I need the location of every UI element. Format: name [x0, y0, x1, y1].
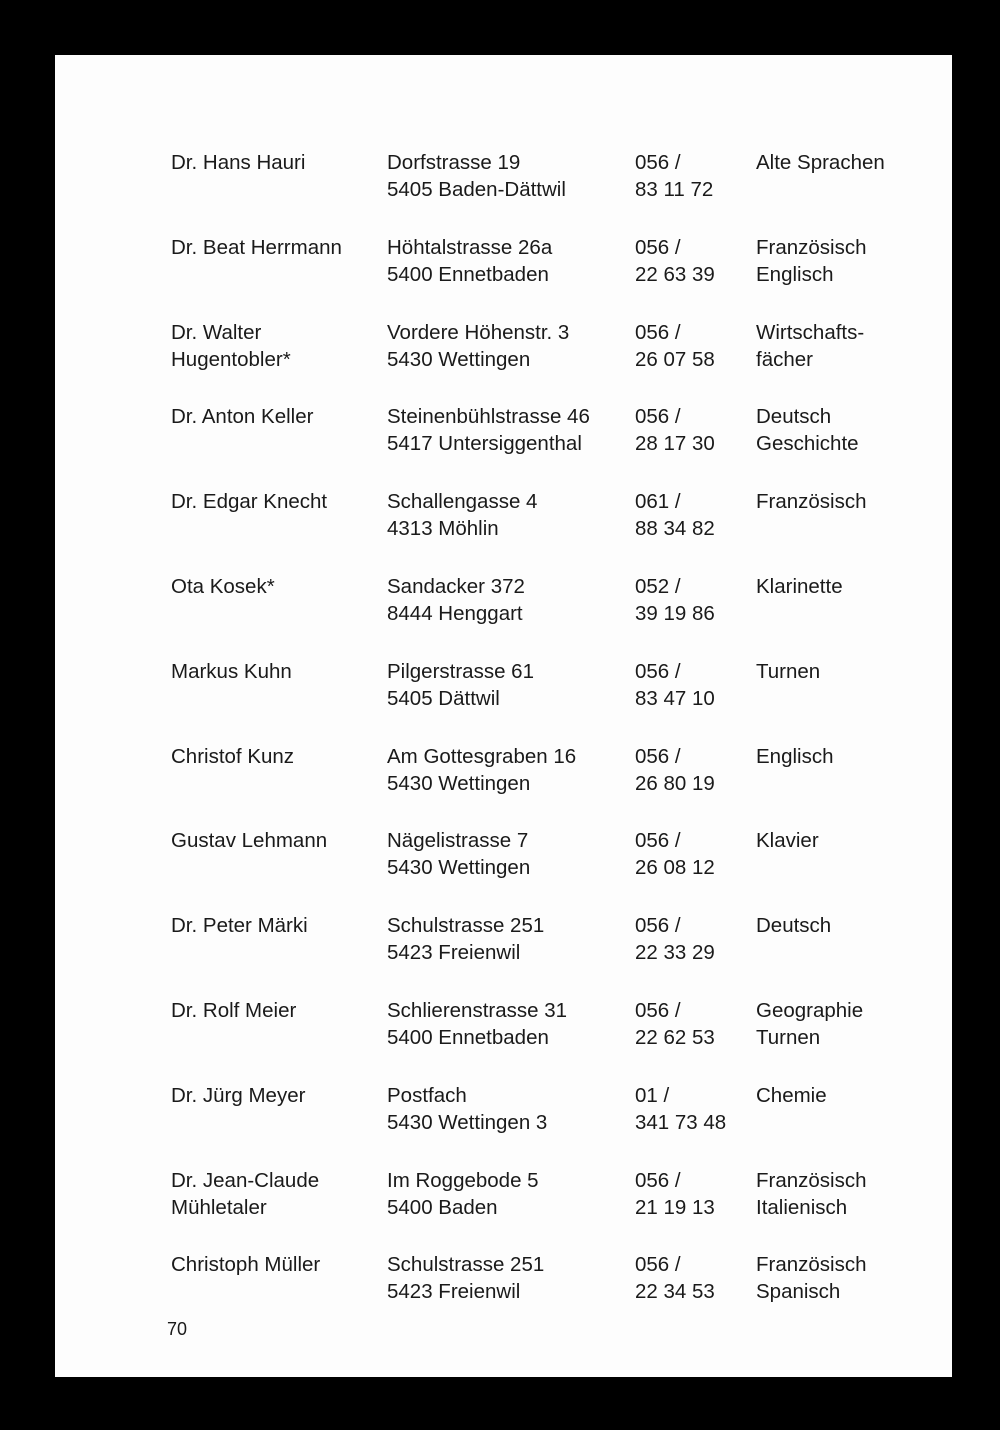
entry-subject-line: Französisch — [756, 1168, 867, 1192]
entry-address — [387, 1251, 627, 1305]
entry-address-line: 5423 Freienwil — [387, 941, 521, 965]
entry-address-line: Vordere Höhenstr. 3 — [387, 320, 570, 344]
entry-phone — [635, 403, 745, 457]
entry-name — [171, 573, 381, 600]
directory-entry — [55, 234, 952, 304]
entry-address — [387, 234, 627, 288]
entry-address-line: Schulstrasse 251 — [387, 914, 545, 938]
entry-address — [387, 658, 627, 712]
directory-entry — [55, 1251, 952, 1321]
entry-name — [171, 149, 381, 176]
entry-phone — [635, 743, 745, 797]
entry-address-line: 5405 Baden-Dättwil — [387, 178, 566, 201]
entry-name — [171, 912, 381, 939]
entry-name-line: Dr. Rolf Meier — [171, 999, 297, 1022]
entry-phone-line: 056 / — [635, 405, 681, 429]
entry-address-line: Höhtalstrasse 26a — [387, 235, 553, 259]
entry-name — [171, 234, 381, 261]
entry-subject — [756, 997, 946, 1051]
entry-subject-line: fächer — [756, 347, 813, 371]
directory-entry — [55, 1082, 952, 1152]
entry-phone-line: 83 11 72 — [635, 178, 714, 201]
entry-phone-line: 28 17 30 — [635, 432, 715, 456]
entry-name-line: Mühletaler — [171, 1195, 267, 1219]
entry-subject-line: Turnen — [756, 1026, 821, 1049]
entry-name-line: Dr. Jean-Claude — [171, 1168, 320, 1192]
entry-phone-line: 22 62 53 — [635, 1026, 715, 1049]
entry-address — [387, 1082, 627, 1136]
entry-subject-line: Klavier — [756, 829, 819, 853]
entry-address — [387, 573, 627, 627]
entry-phone — [635, 658, 745, 712]
entry-address-line: 5423 Freienwil — [387, 1280, 521, 1304]
entry-address-line: Schallengasse 4 — [387, 490, 538, 514]
directory-entry — [55, 658, 952, 728]
entry-phone — [635, 573, 745, 627]
entry-subject — [756, 234, 946, 288]
entry-address-line: Im Roggebode 5 — [387, 1168, 539, 1192]
directory-entry — [55, 573, 952, 643]
entry-name — [171, 1251, 381, 1278]
entry-phone-line: 056 / — [635, 1253, 681, 1277]
entry-address-line: Am Gottesgraben 16 — [387, 744, 577, 768]
entry-subject — [756, 573, 946, 600]
entry-address-line: Pilgerstrasse 61 — [387, 659, 534, 683]
entry-subject — [756, 1167, 946, 1221]
entry-address — [387, 403, 627, 457]
entry-address — [387, 743, 627, 797]
directory-entry — [55, 912, 952, 982]
directory-entry — [55, 997, 952, 1067]
directory-entry — [55, 488, 952, 558]
entry-name-line: Ota Kosek* — [171, 575, 275, 598]
directory-entry — [55, 827, 952, 897]
entry-phone-line: 21 19 13 — [635, 1195, 715, 1219]
entry-name-line: Dr. Edgar Knecht — [171, 490, 328, 514]
entry-phone — [635, 488, 745, 542]
directory-entry — [55, 1167, 952, 1237]
entry-subject-line: Klarinette — [756, 575, 843, 598]
entry-subject — [756, 488, 946, 515]
entry-name-line: Dr. Peter Märki — [171, 914, 308, 938]
entry-address-line: 8444 Henggart — [387, 602, 523, 625]
entry-subject-line: Französisch — [756, 1253, 867, 1277]
entry-address — [387, 149, 627, 203]
entry-name-line: Dr. Jürg Meyer — [171, 1083, 306, 1107]
entry-address — [387, 488, 627, 542]
entry-phone-line: 056 / — [635, 914, 681, 938]
entry-subject-line: Englisch — [756, 262, 834, 286]
entry-name-line: Christoph Müller — [171, 1253, 321, 1277]
entry-phone — [635, 319, 745, 373]
entry-subject — [756, 743, 946, 770]
entry-name-line: Markus Kuhn — [171, 659, 292, 683]
entry-phone-line: 83 47 10 — [635, 686, 715, 710]
entry-subject-line: Englisch — [756, 744, 834, 768]
entry-phone — [635, 1167, 745, 1221]
entry-name-line: Dr. Anton Keller — [171, 405, 314, 429]
entry-phone-line: 22 33 29 — [635, 941, 715, 965]
entry-phone-line: 061 / — [635, 490, 681, 514]
entry-address-line: 5400 Ennetbaden — [387, 262, 549, 286]
entry-phone-line: 39 19 86 — [635, 602, 715, 625]
entry-phone-line: 26 80 19 — [635, 771, 715, 795]
entry-phone — [635, 234, 745, 288]
entry-subject-line: Wirtschafts- — [756, 320, 865, 344]
entry-phone-line: 341 73 48 — [635, 1110, 727, 1134]
entry-address-line: 5430 Wettingen — [387, 347, 531, 371]
entry-address-line: Schulstrasse 251 — [387, 1253, 545, 1277]
entry-name — [171, 403, 381, 430]
directory-entry — [55, 319, 952, 389]
entry-address-line: 5430 Wettingen 3 — [387, 1110, 548, 1134]
entry-subject-line: Geschichte — [756, 432, 859, 456]
directory-entry — [55, 743, 952, 813]
entry-address-line: Sandacker 372 — [387, 575, 525, 598]
entry-phone-line: 056 / — [635, 659, 681, 683]
entry-address — [387, 319, 627, 373]
entry-address-line: Nägelistrasse 7 — [387, 829, 529, 853]
entry-address-line: 4313 Möhlin — [387, 517, 499, 541]
entry-subject-line: Deutsch — [756, 405, 832, 429]
entry-name — [171, 488, 381, 515]
entry-phone-line: 26 08 12 — [635, 856, 715, 880]
entry-address-line: Steinenbühlstrasse 46 — [387, 405, 590, 429]
entry-subject-line: Französisch — [756, 490, 867, 514]
entry-phone — [635, 912, 745, 966]
entry-phone-line: 056 / — [635, 829, 681, 853]
directory-entry — [55, 403, 952, 473]
entry-subject — [756, 319, 946, 373]
entry-address — [387, 1167, 627, 1221]
entry-subject — [756, 658, 946, 685]
directory-page — [55, 55, 952, 1377]
entry-address-line: 5400 Baden — [387, 1195, 498, 1219]
entry-address-line: 5417 Untersiggenthal — [387, 432, 582, 456]
entry-subject — [756, 403, 946, 457]
entry-address-line: 5400 Ennetbaden — [387, 1026, 549, 1049]
entry-address — [387, 997, 627, 1051]
entry-name — [171, 1082, 381, 1109]
entry-address — [387, 827, 627, 881]
entry-phone-line: 056 / — [635, 999, 681, 1022]
entry-subject-line: Geographie — [756, 999, 864, 1022]
entry-subject-line: Deutsch — [756, 914, 832, 938]
entry-subject — [756, 827, 946, 854]
entry-phone — [635, 1082, 745, 1136]
entry-phone — [635, 827, 745, 881]
entry-name-line: Dr. Beat Herrmann — [171, 235, 342, 259]
directory-entry — [55, 149, 952, 219]
entry-phone-line: 056 / — [635, 235, 681, 259]
entry-phone — [635, 149, 745, 203]
entry-name — [171, 1167, 381, 1221]
entry-subject — [756, 1251, 946, 1305]
entry-subject-line: Turnen — [756, 659, 821, 683]
entry-subject — [756, 149, 946, 176]
entry-name-line: Christof Kunz — [171, 744, 295, 768]
entry-subject-line: Französisch — [756, 235, 867, 259]
entry-address-line: Postfach — [387, 1083, 467, 1107]
entry-name — [171, 319, 381, 373]
entry-phone-line: 26 07 58 — [635, 347, 715, 371]
entry-phone-line: 052 / — [635, 575, 681, 598]
entry-address-line: Schlierenstrasse 31 — [387, 999, 568, 1022]
entry-phone-line: 88 34 82 — [635, 517, 715, 541]
entry-name-line: Dr. Hans Hauri — [171, 151, 306, 174]
entry-subject-line: Italienisch — [756, 1195, 848, 1219]
entry-phone-line: 056 / — [635, 1168, 681, 1192]
entry-name — [171, 743, 381, 770]
entry-name — [171, 658, 381, 685]
entry-address-line: 5430 Wettingen — [387, 856, 531, 880]
entry-subject — [756, 1082, 946, 1109]
entry-address-line: 5430 Wettingen — [387, 771, 531, 795]
entry-phone — [635, 997, 745, 1051]
entry-subject — [756, 912, 946, 939]
entry-phone-line: 01 / — [635, 1083, 670, 1107]
entry-name — [171, 997, 381, 1024]
entry-address-line: 5405 Dättwil — [387, 686, 500, 710]
entry-phone-line: 056 / — [635, 744, 681, 768]
entry-subject-line: Alte Sprachen — [756, 151, 885, 174]
entry-subject-line: Spanisch — [756, 1280, 841, 1304]
entry-subject-line: Chemie — [756, 1083, 827, 1107]
entry-phone-line: 22 63 39 — [635, 262, 715, 286]
entry-name — [171, 827, 381, 854]
entry-address — [387, 912, 627, 966]
entry-phone — [635, 1251, 745, 1305]
entry-phone-line: 22 34 53 — [635, 1280, 715, 1304]
entry-phone-line: 056 / — [635, 151, 681, 174]
page-number: 70 — [167, 1319, 188, 1339]
entry-name-line: Dr. Walter — [171, 320, 262, 344]
entry-address-line: Dorfstrasse 19 — [387, 151, 521, 174]
entry-phone-line: 056 / — [635, 320, 681, 344]
entry-name-line: Gustav Lehmann — [171, 829, 328, 853]
entry-name-line: Hugentobler* — [171, 347, 291, 371]
